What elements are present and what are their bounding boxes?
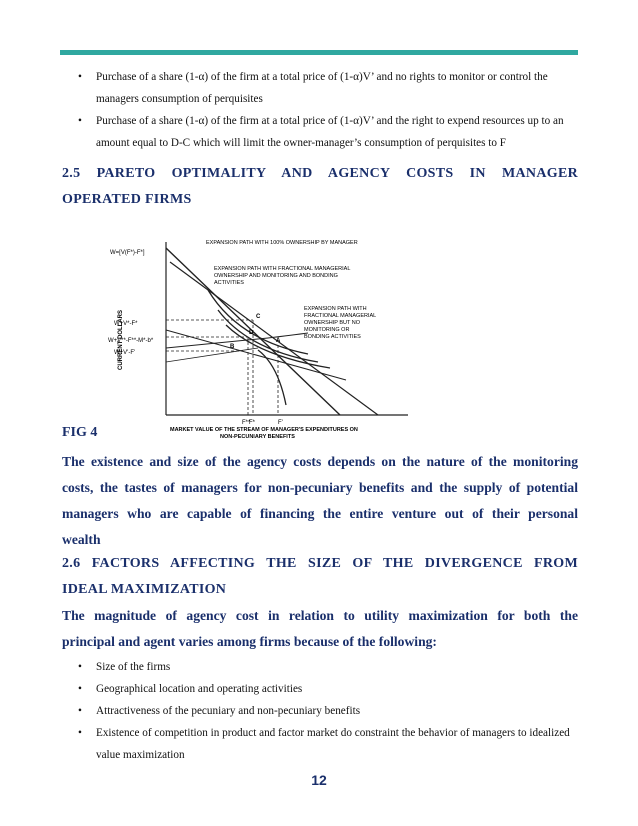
y-axis-label: CURRENT DOLLARS (118, 310, 124, 370)
x-tick-f-prime: F' (278, 420, 283, 426)
exp-100-label: EXPANSION PATH WITH 100% OWNERSHIP BY MANAGER (206, 240, 358, 246)
paragraph-magnitude (62, 603, 578, 655)
indifference-curve-2 (218, 310, 318, 362)
exp-frac-label: ACTIVITIES (214, 280, 244, 286)
x-tick-f-2star: F** (242, 420, 251, 426)
y-label-4: W+V'-F' (114, 350, 136, 356)
bullet-icon: • (78, 71, 82, 83)
heading-line: OPERATED FIRMS (62, 192, 192, 207)
bottom-bullet-list (78, 656, 588, 766)
list-item (78, 110, 588, 154)
section-heading-2-6 (62, 551, 578, 603)
heading-line: 2.6 FACTORS AFFECTING THE SIZE OF THE DIVERGENCE FROM (62, 556, 578, 571)
text-line: managers who are capable of financing the entire venture out of their personal (62, 506, 578, 521)
paragraph-agency-costs (62, 449, 578, 553)
figure-label: FIG 4 (62, 425, 98, 440)
header-rule (60, 50, 578, 55)
y-label-2: W+V*-F* (114, 321, 138, 327)
list-item (78, 656, 588, 678)
exp-frac-label: EXPANSION PATH WITH FRACTIONAL MANAGERIAL (214, 266, 351, 272)
bullet-icon: • (78, 705, 82, 717)
list-item-text: Size of the firms (96, 661, 171, 673)
exp-nomon-label: FRACTIONAL MANAGERIAL (304, 313, 377, 319)
list-item (78, 722, 588, 766)
heading-line: 2.5 PARETO OPTIMALITY AND AGENCY COSTS IN MANAGER (62, 166, 578, 181)
section-heading-2-5 (62, 161, 578, 213)
indifference-curve-1 (208, 290, 308, 354)
figure-4 (108, 230, 438, 440)
bullet-icon: • (78, 661, 82, 673)
top-bullet-list (78, 66, 588, 154)
exp-nomon-label: MONITORING OR (304, 327, 350, 333)
expansion-path-100 (166, 333, 308, 348)
exp-nomon-label: BONDING ACTIVITIES (304, 334, 361, 340)
list-item (78, 700, 588, 722)
bullet-icon: • (78, 727, 82, 739)
x-tick-f-star: F* (249, 420, 255, 426)
list-item-text: Purchase of a share (1-α) of the firm at a total price of (1-α)V’ and no rights to monitor or control the managers consumption of perquisites (96, 71, 548, 105)
exp-nomon-label: EXPANSION PATH WITH (304, 306, 367, 312)
point-a-label: A (276, 338, 281, 344)
list-item-text: Geographical location and operating activities (96, 683, 303, 695)
list-item-text: Attractiveness of the pecuniary and non-pecuniary benefits (96, 705, 361, 717)
text-line: wealth (62, 532, 101, 547)
list-item-text: Existence of competition in product and factor market do constraint the behavior of managers to idealized value maximization (96, 727, 570, 761)
exp-frac-label: OWNERSHIP AND MONITORING AND BONDING (214, 273, 338, 279)
heading-line: IDEAL MAXIMIZATION (62, 582, 227, 597)
text-line: The magnitude of agency cost in relation to utility maximization for both the (62, 608, 578, 623)
list-item-text: Purchase of a share (1-α) of the firm at a total price of (1-α)V’ and the right to expend resources up to an amount equal to D-C which will limit the owner-manager’s consumption of perquisites to F (96, 115, 564, 149)
agency-cost-diagram (108, 230, 438, 440)
bullet-icon: • (78, 683, 82, 695)
text-line: costs, the tastes of managers for non-pecuniary benefits and the supply of potential (62, 480, 578, 495)
bullet-icon: • (78, 115, 82, 127)
list-item (78, 678, 588, 700)
text-line: The existence and size of the agency costs depends on the nature of the monitoring (62, 454, 578, 469)
point-c-label: C (256, 314, 261, 320)
x-axis-label: NON-PECUNIARY BENEFITS (220, 434, 295, 440)
point-d-label: D (249, 330, 254, 336)
text-line: principal and agent varies among firms because of the following: (62, 634, 437, 649)
y-label-top: W=[V(F*)-F*] (110, 250, 145, 256)
y-label-3: W+V**-F**-M*-b* (108, 338, 154, 344)
point-b-label: B (230, 344, 235, 350)
exp-nomon-label: OWNERSHIP BUT NO (304, 320, 361, 326)
list-item (78, 66, 588, 110)
expansion-path-frac (166, 348, 258, 362)
x-axis-label: MARKET VALUE OF THE STREAM OF MANAGER'S EXPENDITURES ON (170, 427, 358, 433)
page-number: 12 (311, 772, 327, 788)
